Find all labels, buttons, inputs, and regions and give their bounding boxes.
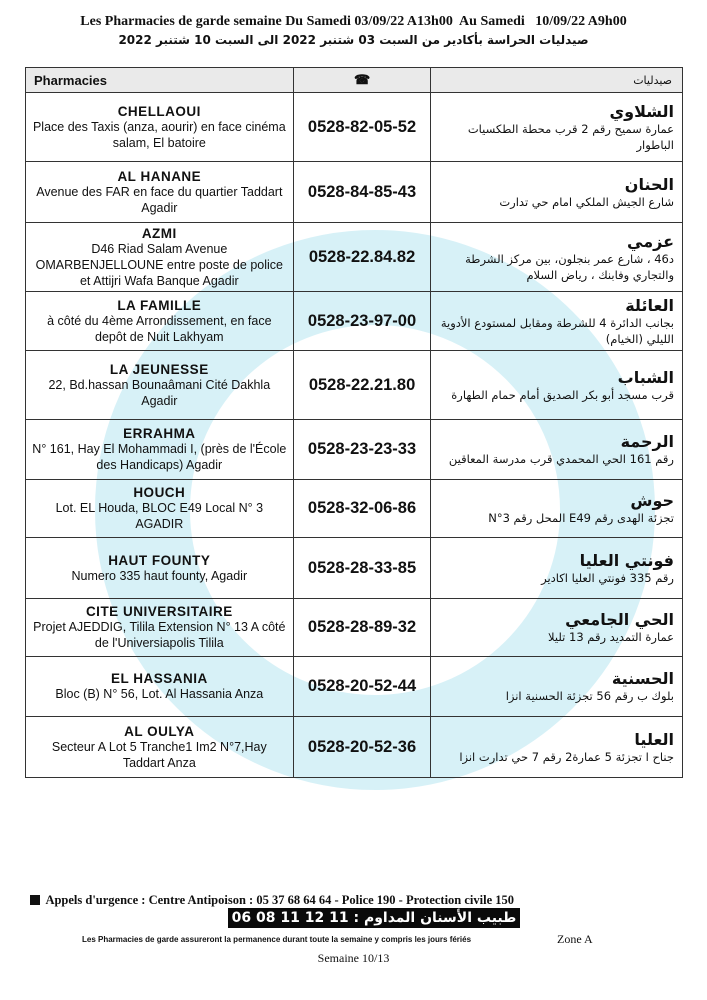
pharmacy-name-fr: CHELLAOUI bbox=[117, 103, 201, 119]
pharmacies-table bbox=[25, 67, 683, 778]
pharmacy-address-ar: رقم 161 الحي المحمدي قرب مدرسة المعاقين bbox=[448, 452, 674, 466]
pharmacy-phone: 0528-22.84.82 bbox=[293, 223, 431, 292]
permanence-note: Les Pharmacies de garde assureront la permanence durant toute la semaine y compris les jours fériés bbox=[82, 935, 472, 944]
phone-box-icon bbox=[30, 895, 40, 905]
pharmacy-address-ar: عمارة سميح رقم 2 قرب محطة الطكسيات الباطوار bbox=[467, 121, 674, 152]
pharmacy-ar-cell bbox=[431, 599, 683, 657]
pharmacy-ar-cell bbox=[431, 292, 683, 351]
pharmacy-name-fr: LA FAMILLE bbox=[117, 297, 202, 313]
pharmacy-address-fr: Lot. EL Houda, BLOC E49 Local N° 3 AGADIR bbox=[55, 501, 264, 531]
pharmacy-name-fr: LA JEUNESSE bbox=[109, 361, 209, 377]
table-row bbox=[26, 657, 683, 717]
col-header-arabic: صيدليات bbox=[431, 68, 683, 93]
pharmacy-name-ar: الحسنية bbox=[611, 669, 674, 688]
pharmacy-name-fr: EL HASSANIA bbox=[110, 671, 208, 686]
header-title-fr: Les Pharmacies de garde semaine Du Samedi 03/09/22 A13h00 Au Samedi 10/09/22 A9h00 bbox=[80, 14, 627, 29]
table-row bbox=[26, 599, 683, 657]
pharmacy-phone: 0528-28-89-32 bbox=[293, 599, 431, 657]
pharmacy-fr-cell bbox=[26, 162, 294, 223]
pharmacy-address-fr: Place des Taxis (anza, aourir) en face cinéma salam, El batoire bbox=[32, 119, 286, 150]
pharmacy-ar-cell bbox=[431, 93, 683, 162]
pharmacy-fr-cell bbox=[26, 420, 294, 480]
pharmacy-name-ar: الحنان bbox=[624, 174, 674, 194]
table-row bbox=[26, 420, 683, 480]
pharmacy-phone: 0528-20-52-36 bbox=[293, 717, 431, 778]
pharmacy-ar-cell bbox=[431, 351, 683, 420]
pharmacy-ar-cell bbox=[431, 162, 683, 223]
table-row bbox=[26, 162, 683, 223]
pharmacy-address-fr: à côté du 4ème Arrondissement, en face depôt de Nuit Lakhyam bbox=[47, 313, 272, 344]
pharmacy-phone: 0528-20-52-44 bbox=[293, 657, 431, 717]
col-header-pharmacies: Pharmacies bbox=[26, 68, 294, 93]
pharmacy-name-ar: عزمي bbox=[627, 231, 674, 251]
pharmacy-fr-cell bbox=[26, 351, 294, 420]
pharmacy-ar-cell bbox=[431, 657, 683, 717]
dentist-banner: طبيب الأسنان المداوم : 11 12 11 08 06 bbox=[228, 908, 520, 928]
pharmacy-address-ar: تجزئة الهدى رقم E49 المحل رقم 3°N bbox=[488, 511, 674, 525]
pharmacy-fr-cell bbox=[26, 538, 294, 599]
table-row bbox=[26, 480, 683, 538]
pharmacy-ar-cell bbox=[431, 420, 683, 480]
pharmacy-name-ar: حوش bbox=[630, 491, 674, 510]
pharmacy-address-ar: قرب مسجد أبو بكر الصديق أمام حمام الطهارة bbox=[451, 387, 674, 402]
pharmacy-name-ar: الحي الجامعي bbox=[565, 610, 674, 629]
pharmacy-ar-cell bbox=[431, 480, 683, 538]
pharmacy-name-fr: AL OULYA bbox=[124, 723, 195, 739]
pharmacy-phone: 0528-23-97-00 bbox=[293, 292, 431, 351]
pharmacy-name-ar: العليا bbox=[634, 729, 674, 749]
pharmacy-name-ar: العائلة bbox=[625, 295, 674, 315]
phone-icon: ☎ bbox=[293, 68, 431, 93]
pharmacy-ar-cell bbox=[431, 538, 683, 599]
table-row bbox=[26, 292, 683, 351]
table-row bbox=[26, 351, 683, 420]
pharmacy-phone: 0528-23-23-33 bbox=[293, 420, 431, 480]
pharmacy-address-fr: Secteur A Lot 5 Tranche1 Im2 N°7,Hay Taddart Anza bbox=[51, 739, 267, 770]
pharmacy-fr-cell bbox=[26, 599, 294, 657]
table-header-row bbox=[26, 68, 683, 93]
pharmacy-fr-cell bbox=[26, 223, 294, 292]
pharmacy-address-ar: رقم 335 فونتي العليا اكادير bbox=[541, 570, 674, 585]
pharmacy-address-fr: Projet AJEDDIG, Tilila Extension N° 13 A côté de l'Universiapolis Tilila bbox=[33, 620, 286, 650]
pharmacy-address-fr: D46 Riad Salam Avenue OMARBENJELLOUNE entre poste de police et Attijri Wafa Banque Agadir bbox=[35, 241, 283, 288]
pharmacy-name-ar: فونتي العليا bbox=[579, 550, 674, 570]
zone-label: Zone A bbox=[557, 932, 593, 946]
pharmacy-name-fr: AZMI bbox=[141, 225, 177, 241]
pharmacy-phone: 0528-84-85-43 bbox=[293, 162, 431, 223]
pharmacy-address-fr: Avenue des FAR en face du quartier Taddart Agadir bbox=[36, 184, 283, 215]
pharmacy-ar-cell bbox=[431, 717, 683, 778]
pharmacy-phone: 0528-32-06-86 bbox=[293, 480, 431, 538]
pharmacy-fr-cell bbox=[26, 480, 294, 538]
pharmacy-fr-cell bbox=[26, 717, 294, 778]
emergency-line bbox=[30, 893, 670, 908]
pharmacy-address-ar: جناح ا تجزئة 5 عمارة2 رقم 7 حي تدارت انزا bbox=[459, 749, 674, 764]
pharmacy-name-fr: HOUCH bbox=[133, 485, 186, 500]
pharmacy-name-ar: الرحمة bbox=[620, 432, 674, 451]
table-row bbox=[26, 93, 683, 162]
pharmacy-address-fr: 22, Bd.hassan Bounaâmani Cité Dakhla Agadir bbox=[48, 377, 271, 408]
pharmacy-address-ar: عمارة التمديد رقم 13 تليلا bbox=[548, 630, 674, 644]
pharmacy-name-fr: AL HANANE bbox=[117, 168, 202, 184]
pharmacy-name-ar: الشلاوي bbox=[609, 101, 674, 121]
pharmacy-fr-cell bbox=[26, 292, 294, 351]
pharmacy-name-ar: الشباب bbox=[617, 367, 674, 387]
pharmacy-phone: 0528-28-33-85 bbox=[293, 538, 431, 599]
pharmacy-address-ar: بلوك ب رقم 56 تجزئة الحسنية انزا bbox=[505, 689, 674, 703]
table-row bbox=[26, 538, 683, 599]
pharmacy-address-ar: د46 ، شارع عمر بنجلون، بين مركز الشرطة والتجاري وفابنك ، رياض السلام bbox=[465, 251, 674, 282]
pharmacy-address-fr: Numero 335 haut founty, Agadir bbox=[71, 568, 248, 583]
pharmacy-name-fr: HAUT FOUNTY bbox=[108, 552, 211, 568]
pharmacy-address-ar: بجانب الدائرة 4 للشرطة ومقابل لمستودع الأدوية الليلي (الخيام) bbox=[440, 315, 674, 346]
emergency-text: Appels d'urgence : Centre Antipoison : 05 37 68 64 64 - Police 190 - Protection civile 150 bbox=[45, 893, 515, 907]
header-title-ar: صيدليات الحراسة بأكادير من السبت 03 شتنبر 2022 الى السبت 10 شتنبر 2022 bbox=[118, 33, 589, 47]
pharmacy-ar-cell bbox=[431, 223, 683, 292]
pharmacy-name-fr: CITE UNIVERSITAIRE bbox=[85, 604, 233, 619]
pharmacy-fr-cell bbox=[26, 657, 294, 717]
pharmacy-address-ar: شارع الجيش الملكي امام حي تدارت bbox=[499, 194, 674, 209]
table-row bbox=[26, 717, 683, 778]
pharmacy-phone: 0528-82-05-52 bbox=[293, 93, 431, 162]
pharmacy-address-fr: Bloc (B) N° 56, Lot. Al Hassania Anza bbox=[55, 687, 264, 701]
pharmacy-phone: 0528-22.21.80 bbox=[293, 351, 431, 420]
week-label: Semaine 10/13 bbox=[317, 951, 390, 965]
pharmacy-address-fr: N° 161, Hay El Mohammadi I, (près de l'École des Handicaps) Agadir bbox=[32, 442, 287, 472]
table-row bbox=[26, 223, 683, 292]
pharmacy-name-fr: ERRAHMA bbox=[123, 426, 196, 441]
pharmacy-fr-cell bbox=[26, 93, 294, 162]
